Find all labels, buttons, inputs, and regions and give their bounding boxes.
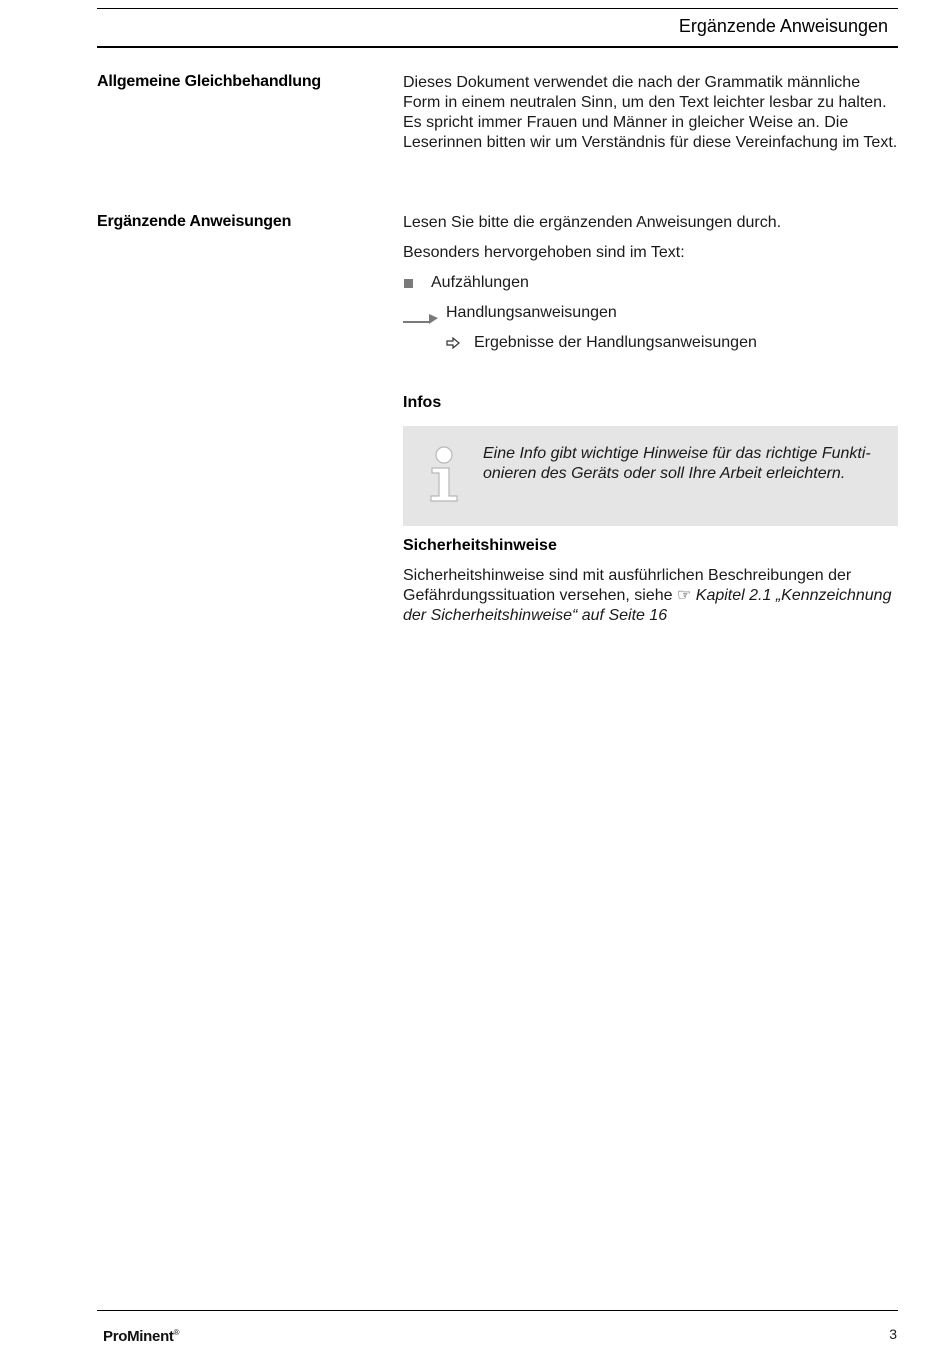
bullet-item-label: Aufzählungen — [431, 274, 529, 291]
equal-treatment-text: Dieses Dokument verwendet die nach der Grammatik männliche Form in einem neutralen Sinn, um den Text leichter lesbar zu halten. Es spricht immer Frauen und Männer in gleicher Weise an. Die Leserinnen bitten wir um Verständnis für diese Vereinfachung im Text. — [403, 74, 898, 151]
header-top-rule — [97, 8, 898, 9]
result-arrow-icon — [446, 337, 460, 349]
square-bullet-icon — [404, 279, 413, 288]
logo-text: ProMinent — [103, 1328, 174, 1345]
info-icon — [427, 446, 461, 502]
registered-mark: ® — [173, 1328, 180, 1337]
footer-rule — [97, 1310, 898, 1311]
prominent-logo — [103, 1328, 179, 1345]
safety-text: Sicherheitshinweise sind mit ausführlichen Beschreibungen der Gefährdungssituation versehen, siehe — [403, 567, 852, 604]
step-item-label: Handlungsanweisungen — [446, 304, 617, 321]
header-bottom-rule — [97, 46, 898, 48]
section-heading-equal-treatment: Allgemeine Gleichbehandlung — [97, 73, 321, 90]
result-item-label: Ergebnisse der Handlungsanweisungen — [474, 334, 757, 351]
highlight-intro: Besonders hervorgehoben sind im Text: — [403, 244, 685, 261]
action-arrow-icon — [403, 311, 439, 325]
info-text: Eine Info gibt wichtige Hinweise für das richtige Funktionieren des Geräts oder soll Ihre Arbeit erleichtern. — [483, 445, 871, 482]
instructions-intro: Lesen Sie bitte die ergänzenden Anweisungen durch. — [403, 214, 782, 231]
section-heading-instructions: Ergänzende Anweisungen — [97, 213, 292, 230]
safety-heading: Sicherheitshinweise — [403, 537, 557, 554]
page-header-title: Ergänzende Anweisungen — [678, 16, 888, 36]
chapter-cross-reference-link[interactable]: Kapitel 2.1 „Kennzeichnung der Sicherheitshinweise“ auf Seite 16 — [403, 587, 892, 624]
infos-heading: Infos — [403, 394, 442, 411]
page-number: 3 — [889, 1326, 897, 1342]
pointing-hand-icon: ☞ — [676, 587, 692, 604]
info-box — [403, 426, 898, 526]
safety-text-block — [403, 566, 898, 626]
